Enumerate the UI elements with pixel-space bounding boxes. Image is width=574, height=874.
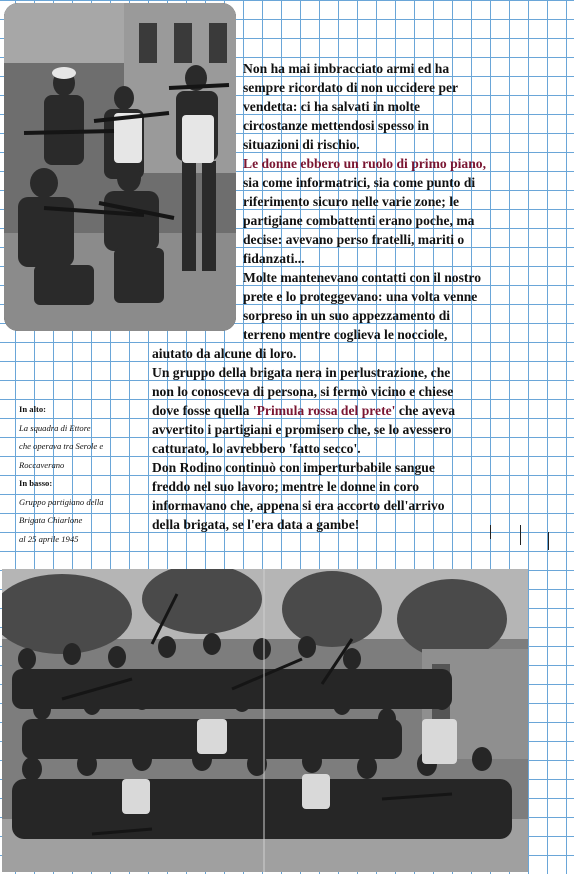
text-line: vendetta: ci ha salvati in molte <box>243 99 421 114</box>
caption-line: Gruppo partigiano della <box>19 496 104 507</box>
text-line: aiutato da alcune di loro. <box>152 346 297 361</box>
text-segment: che aveva <box>395 403 456 418</box>
top-photo-art <box>4 3 236 331</box>
text-line: informavano che, appena si era accorto dell'arrivo <box>152 498 445 513</box>
text-line: sempre ricordato di non uccidere per <box>243 80 459 95</box>
caption-heading-top: In alto: <box>19 404 46 414</box>
text-segment: dove fosse quella <box>152 403 253 418</box>
text-line: Molte mantenevano contatti con il nostro <box>243 270 481 285</box>
caption-line: al 25 aprile 1945 <box>19 533 79 544</box>
highlight-phrase: 'Primula rossa del prete' <box>252 403 396 418</box>
ink-mark <box>520 525 521 545</box>
text-line: fidanzati... <box>243 251 305 266</box>
bottom-photo <box>2 569 528 872</box>
photo-captions <box>19 400 144 548</box>
caption-line: La squadra di Ettore <box>19 422 91 433</box>
ink-mark <box>548 532 549 550</box>
text-line: Don Rodino continuò con imperturbabile sangue <box>152 460 435 475</box>
caption-line: che operava tra Serole e <box>19 441 104 451</box>
text-line: avvertito i partigiani e promisero che, se lo avessero <box>152 422 452 437</box>
caption-heading-bottom: In basso: <box>19 478 53 488</box>
text-line: situazioni di rischio. <box>243 137 360 152</box>
text-line-mixed <box>152 401 455 420</box>
text-line: partigiane combattenti erano poche, ma <box>243 213 475 228</box>
text-line: sorpreso in un suo appezzamento di <box>243 308 451 323</box>
text-line: circostanze mettendosi spesso in <box>243 118 429 133</box>
text-line: decise: avevano perso fratelli, mariti o <box>243 232 465 247</box>
ink-mark <box>490 525 491 539</box>
top-photo <box>4 3 236 331</box>
text-line: sia come informatrici, sia come punto di <box>243 175 476 190</box>
text-line: freddo nel suo lavoro; mentre le donne in coro <box>152 479 420 494</box>
caption-line: Brigata Chiarlone <box>19 515 83 525</box>
bottom-photo-art <box>2 569 528 872</box>
caption-line: Roccaverano <box>19 459 65 470</box>
highlight-line: Le donne ebbero un ruolo di primo piano, <box>243 156 486 171</box>
text-line: riferimento sicuro nelle varie zone; le <box>243 194 460 209</box>
text-line: catturato, lo avrebbero 'fatto secco'. <box>152 441 361 456</box>
text-line: prete e lo proteggevano: una volta venne <box>243 289 478 304</box>
text-line: Non ha mai imbracciato armi ed ha <box>243 61 450 76</box>
text-line: terreno mentre coglieva le nocciole, <box>243 327 448 342</box>
text-line: non lo conosceva di persona, si fermò vicino e chiese <box>152 384 454 399</box>
text-line: Un gruppo della brigata nera in perlustrazione, che <box>152 365 451 380</box>
text-line: della brigata, se l'era data a gambe! <box>152 517 360 532</box>
